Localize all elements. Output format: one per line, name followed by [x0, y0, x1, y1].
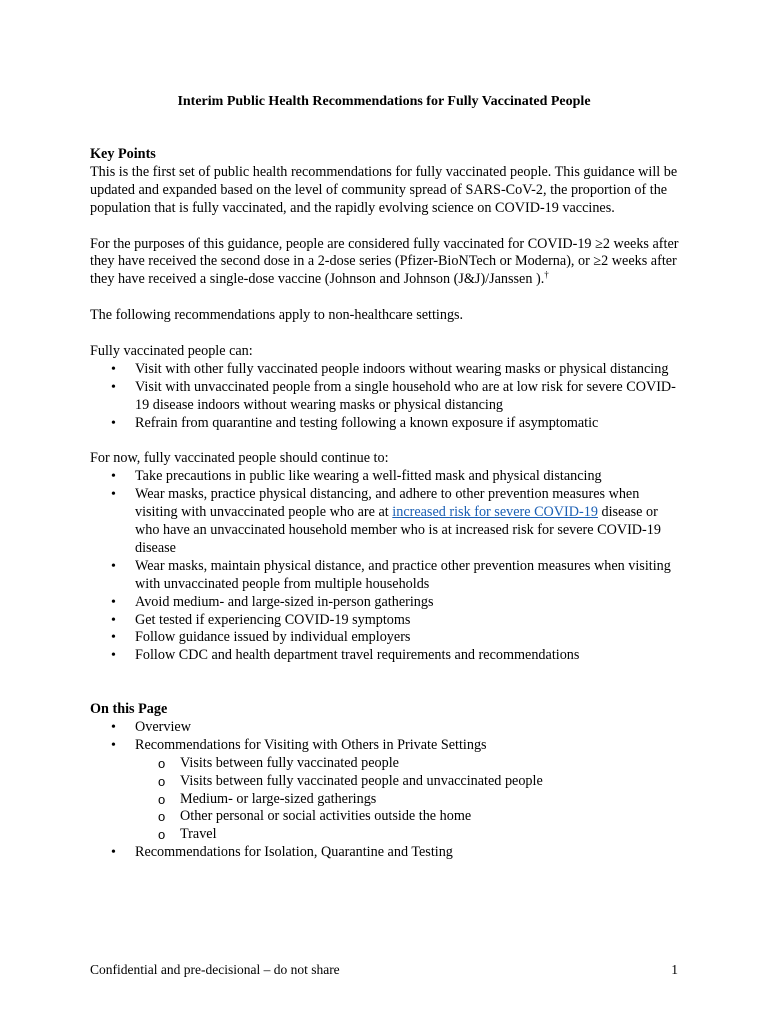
- on-this-page-list-continued: [90, 844, 680, 862]
- list-item: o Other personal or social activities outside the home: [158, 808, 472, 825]
- list-item: • Follow guidance issued by individual employers: [111, 629, 411, 646]
- list-item: • Recommendations for Visiting with Others in Private Settings: [111, 736, 487, 753]
- key-points-paragraph-2: [90, 236, 680, 290]
- list-item: • Overview: [111, 718, 191, 735]
- bullet-icon: •: [111, 379, 116, 395]
- bullet-icon: •: [111, 361, 116, 377]
- can-intro: Fully vaccinated people can:: [90, 342, 253, 359]
- bullet-icon: •: [111, 612, 116, 628]
- hollow-bullet-icon: o: [158, 791, 166, 807]
- bullet-icon: •: [111, 487, 116, 503]
- on-this-page-heading: On this Page: [90, 701, 168, 718]
- dagger-footnote-mark: †: [544, 269, 549, 280]
- can-list: [90, 361, 680, 433]
- bullet-icon: •: [111, 737, 116, 753]
- footer-confidential-note: Confidential and pre-decisional – do not share: [90, 962, 340, 977]
- list-item: • Recommendations for Isolation, Quarantine and Testing: [111, 844, 453, 861]
- bullet-icon: •: [111, 630, 116, 646]
- list-item: o Medium- or large-sized gatherings: [158, 790, 377, 807]
- list-item: • Refrain from quarantine and testing following a known exposure if asymptomatic: [111, 414, 599, 431]
- list-item: o Visits between fully vaccinated people: [158, 754, 399, 771]
- bullet-icon: •: [111, 845, 116, 861]
- bullet-icon: •: [111, 558, 116, 574]
- on-this-page-list: [90, 719, 680, 755]
- hollow-bullet-icon: o: [158, 809, 166, 825]
- on-this-page-sublist: [90, 755, 680, 845]
- bullet-icon: •: [111, 415, 116, 431]
- list-item: • Visit with other fully vaccinated people indoors without wearing masks or physical distancing: [111, 360, 669, 377]
- continue-list: [90, 468, 680, 665]
- document-body: [90, 146, 680, 862]
- list-item: • Wear masks, practice physical distancing, and adhere to other prevention measures when visiting with unvaccinated people who are at increased risk for severe COVID-19 disease or who have an unvaccinated household member who is at increased risk for severe COVID-19 disease: [111, 486, 661, 556]
- key-points-heading: Key Points: [90, 146, 156, 162]
- list-item: • Take precautions in public like wearing a well-fitted mask and physical distancing: [111, 468, 602, 485]
- hollow-bullet-icon: o: [158, 755, 166, 771]
- bullet-icon: •: [111, 719, 116, 735]
- bullet-icon: •: [111, 648, 116, 664]
- continue-intro: For now, fully vaccinated people should continue to:: [90, 450, 389, 467]
- list-item: o Travel: [158, 826, 217, 843]
- increased-risk-link[interactable]: increased risk for severe COVID-19: [392, 504, 598, 521]
- bullet-icon: •: [111, 594, 116, 610]
- list-item: o Visits between fully vaccinated people and unvaccinated people: [158, 772, 543, 789]
- list-item: • Wear masks, maintain physical distance, and practice other prevention measures when visiting with unvaccinated people from multiple households: [111, 557, 671, 592]
- key-points-paragraph-2-text: For the purposes of this guidance, people are considered fully vaccinated for COVID-19 ≥2 weeks after they have received the second dose in a 2-dose series (Pfizer-BioNTech or Moderna), or ≥2 weeks after they have received a single-dose vaccine (Johnson and Johnson (J&J)/Janssen ).: [90, 235, 679, 288]
- hollow-bullet-icon: o: [158, 827, 166, 843]
- list-item: • Avoid medium- and large-sized in-person gatherings: [111, 593, 434, 610]
- list-item: • Visit with unvaccinated people from a single household who are at low risk for severe COVID-19 disease indoors without wearing masks or physical distancing: [111, 378, 676, 413]
- hollow-bullet-icon: o: [158, 773, 166, 789]
- key-points-paragraph-1: This is the first set of public health recommendations for fully vaccinated people. This guidance will be updated and expanded based on the level of community spread of SARS-CoV-2, the proportion of the population that is fully vaccinated, and the rapidly evolving science on COVID-19 vaccines.: [90, 163, 678, 216]
- list-item: • Get tested if experiencing COVID-19 symptoms: [111, 611, 411, 628]
- document-title: Interim Public Health Recommendations for Fully Vaccinated People: [177, 94, 591, 109]
- key-points-paragraph-3: The following recommendations apply to non-healthcare settings.: [90, 307, 464, 324]
- page-number: 1: [671, 962, 678, 977]
- bullet-icon: •: [111, 469, 116, 485]
- list-item: • Follow CDC and health department travel requirements and recommendations: [111, 647, 580, 664]
